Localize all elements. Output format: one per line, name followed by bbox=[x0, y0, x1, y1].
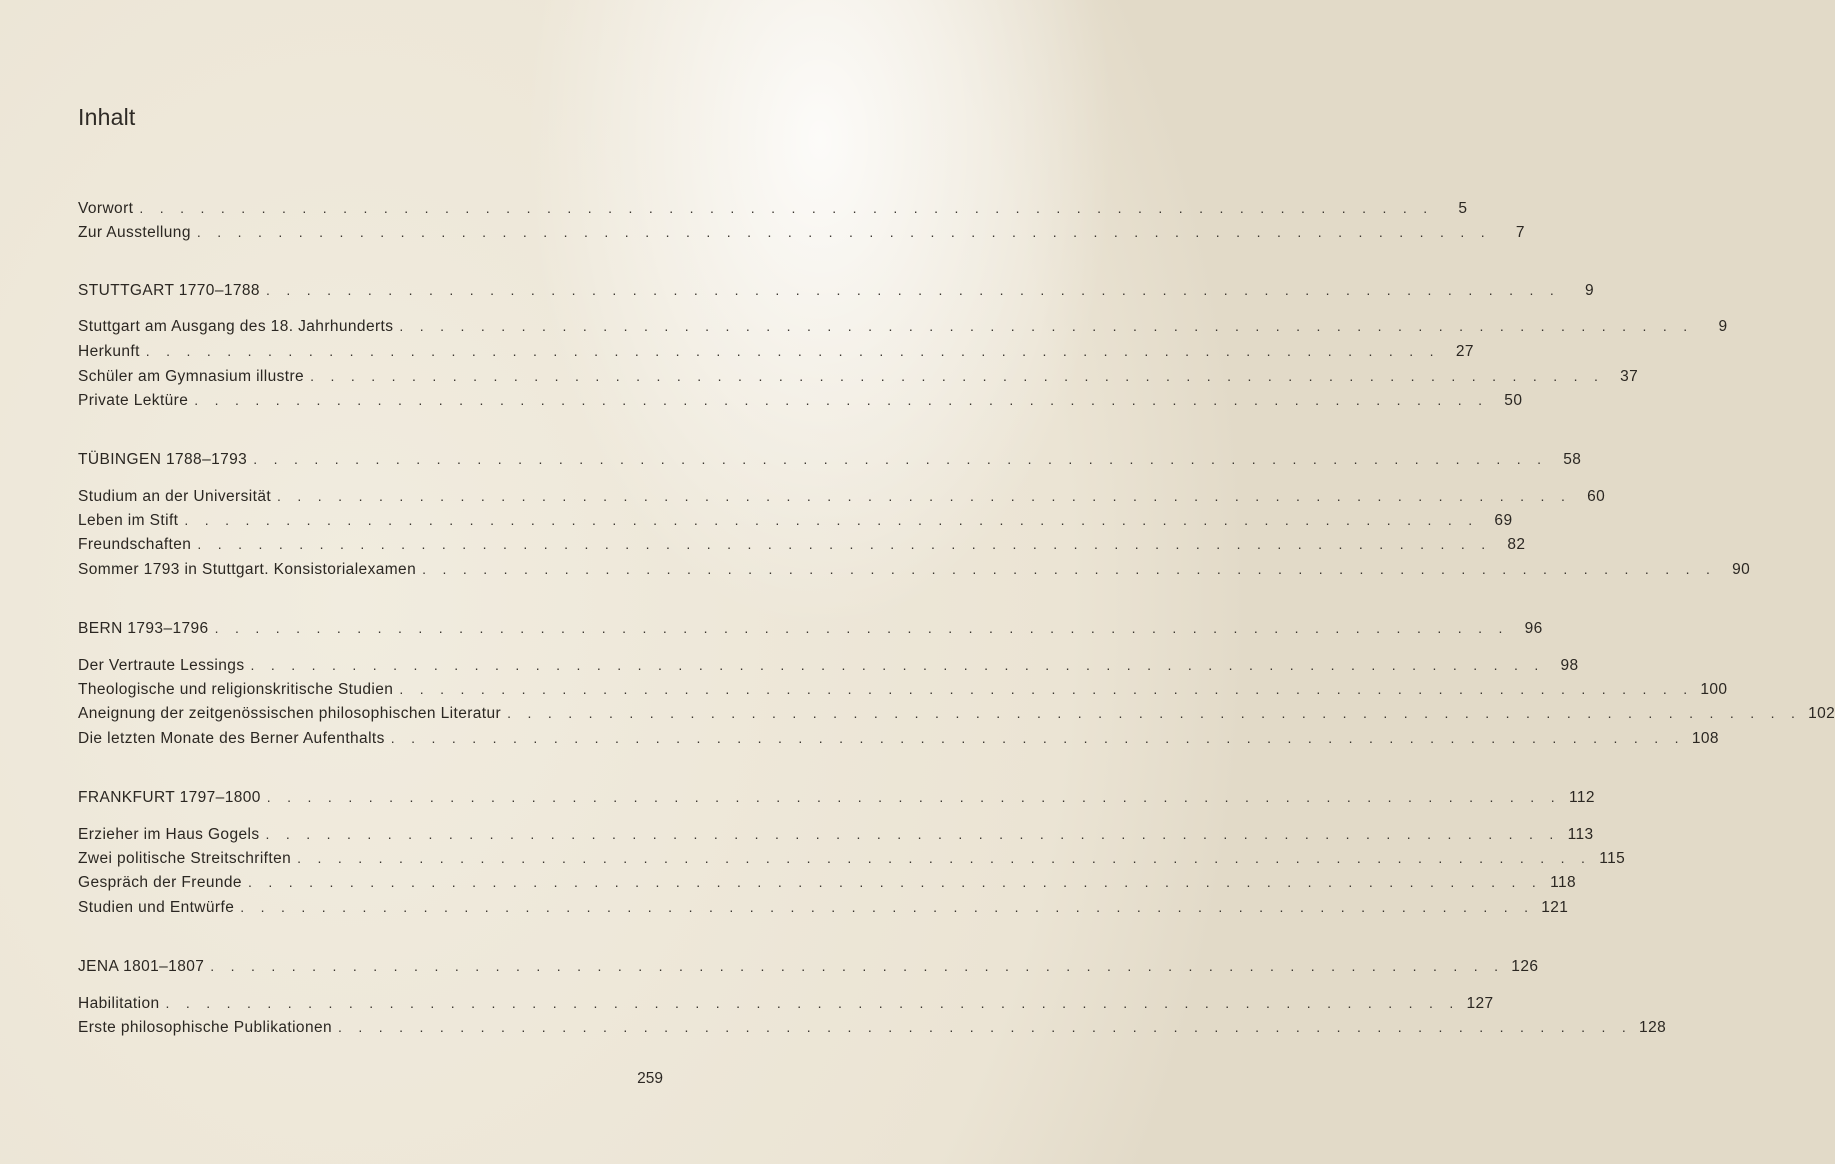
toc-section-frankfurt[interactable] bbox=[78, 787, 1595, 807]
dot-leader: . . . . . . . . . . . . . . . . . . . . . . . . . . . . . . . . . . . . . . . . . . . . . . . . . . . . . . . . . . . . . . . . bbox=[338, 1019, 1633, 1035]
toc-entry[interactable] bbox=[78, 993, 1494, 1013]
dot-leader: . . . . . . . . . . . . . . . . . . . . . . . . . . . . . . . . . . . . . . . . . . . . . . . . . . . . . . . . . . . . . . . . bbox=[399, 681, 1694, 697]
toc-entry-page: 58 bbox=[1563, 451, 1582, 468]
toc-entry-page: 7 bbox=[1515, 224, 1525, 241]
toc-entry[interactable] bbox=[78, 510, 1513, 530]
dot-leader: . . . . . . . . . . . . . . . . . . . . . . . . . . . . . . . . . . . . . . . . . . . . . . . . . . . . . . . . . . . . . . . . bbox=[139, 200, 1434, 216]
toc-entry-label: Leben im Stift bbox=[78, 512, 179, 529]
toc-entry-label: Studium an der Universität bbox=[78, 488, 272, 505]
dot-leader: . . . . . . . . . . . . . . . . . . . . . . . . . . . . . . . . . . . . . . . . . . . . . . . . . . . . . . . . . . . . . . . . bbox=[165, 995, 1460, 1011]
toc-entry-page: 60 bbox=[1587, 488, 1606, 505]
dot-leader: . . . . . . . . . . . . . . . . . . . . . . . . . . . . . . . . . . . . . . . . . . . . . . . . . . . . . . . . . . . . . . . . bbox=[266, 789, 1561, 805]
dot-leader: . . . . . . . . . . . . . . . . . . . . . . . . . . . . . . . . . . . . . . . . . . . . . . . . . . . . . . . . . . . . . . . . bbox=[265, 282, 1561, 298]
toc-entry-zur-ausstellung[interactable] bbox=[78, 222, 1525, 242]
toc-entry-vorwort[interactable] bbox=[78, 198, 1468, 218]
dot-leader: . . . . . . . . . . . . . . . . . . . . . . . . . . . . . . . . . . . . . . . . . . . . . . . . . . . . . . . . . . . . . . . . bbox=[145, 343, 1440, 359]
dot-leader: . . . . . . . . . . . . . . . . . . . . . . . . . . . . . . . . . . . . . . . . . . . . . . . . . . . . . . . . . . . . . . . . bbox=[247, 874, 1543, 890]
toc-entry-label: Theologische und religionskritische Studien bbox=[78, 681, 394, 698]
toc-entry[interactable] bbox=[78, 824, 1594, 844]
toc-entry-label: Studien und Entwürfe bbox=[78, 899, 235, 916]
dot-leader: . . . . . . . . . . . . . . . . . . . . . . . . . . . . . . . . . . . . . . . . . . . . . . . . . . . . . . . . . . . . . . . . bbox=[310, 368, 1605, 384]
toc-entry-label: Stuttgart am Ausgang des 18. Jahrhunderts bbox=[78, 318, 394, 335]
toc-entry-label: Die letzten Monate des Berner Aufenthalts bbox=[78, 730, 385, 747]
toc-entry-label: Herkunft bbox=[78, 343, 140, 360]
toc-section-stuttgart[interactable] bbox=[78, 280, 1595, 300]
toc-entry-page: 98 bbox=[1560, 657, 1579, 674]
dot-leader: . . . . . . . . . . . . . . . . . . . . . . . . . . . . . . . . . . . . . . . . . . . . . . . . . . . . . . . . . . . . . . . . bbox=[253, 451, 1548, 467]
toc-entry-page: 121 bbox=[1541, 899, 1569, 916]
dot-leader: . . . . . . . . . . . . . . . . . . . . . . . . . . . . . . . . . . . . . . . . . . . . . . . . . . . . . . . . . . . . . . . . bbox=[422, 561, 1717, 577]
toc-entry-page: 27 bbox=[1455, 343, 1474, 360]
dot-leader: . . . . . . . . . . . . . . . . . . . . . . . . . . . . . . . . . . . . . . . . . . . . . . . . . . . . . . . . . . . . . . . . bbox=[197, 536, 1492, 552]
toc-entry[interactable] bbox=[78, 897, 1569, 917]
toc-section-jena[interactable] bbox=[78, 956, 1539, 976]
dot-leader: . . . . . . . . . . . . . . . . . . . . . . . . . . . . . . . . . . . . . . . . . . . . . . . . . . . . . . . . . . . . . . . . bbox=[265, 826, 1560, 842]
toc-section-label: FRANKFURT 1797–1800 bbox=[78, 789, 261, 806]
toc-entry[interactable] bbox=[78, 341, 1474, 361]
toc-entry-page: 118 bbox=[1550, 874, 1577, 891]
toc-entry-page: 128 bbox=[1639, 1019, 1667, 1036]
toc-entry-page: 115 bbox=[1599, 850, 1626, 867]
toc-section-tuebingen[interactable] bbox=[78, 449, 1582, 469]
toc-entry-page: 50 bbox=[1504, 392, 1523, 409]
dot-leader: . . . . . . . . . . . . . . . . . . . . . . . . . . . . . . . . . . . . . . . . . . . . . . . . . . . . . . . . . . . . . . . . bbox=[184, 512, 1479, 528]
toc-section-label: STUTTGART 1770–1788 bbox=[78, 282, 260, 299]
dot-leader: . . . . . . . . . . . . . . . . . . . . . . . . . . . . . . . . . . . . . . . . . . . . . . . . . . . . . . . . . . . . . . . . bbox=[214, 620, 1509, 636]
toc-entry[interactable] bbox=[78, 703, 1835, 723]
dot-leader: . . . . . . . . . . . . . . . . . . . . . . . . . . . . . . . . . . . . . . . . . . . . . . . . . . . . . . . . . . . . . . . . bbox=[250, 657, 1545, 673]
dot-leader: . . . . . . . . . . . . . . . . . . . . . . . . . . . . . . . . . . . . . . . . . . . . . . . . . . . . . . . . . . . . . . . . bbox=[507, 705, 1802, 721]
toc-entry-label: Der Vertraute Lessings bbox=[78, 657, 245, 674]
toc-entry-page: 82 bbox=[1507, 536, 1526, 553]
toc-entry-page: 112 bbox=[1568, 789, 1595, 806]
toc-entry[interactable] bbox=[78, 486, 1606, 506]
toc-entry-page: 113 bbox=[1567, 826, 1594, 843]
page-number: 259 bbox=[637, 1070, 663, 1087]
toc-entry[interactable] bbox=[78, 679, 1728, 699]
page-title: Inhalt bbox=[78, 104, 136, 130]
toc-entry[interactable] bbox=[78, 534, 1526, 554]
dot-leader: . . . . . . . . . . . . . . . . . . . . . . . . . . . . . . . . . . . . . . . . . . . . . . . . . . . . . . . . . . . . . . . . bbox=[240, 899, 1535, 915]
toc-entry-page: 9 bbox=[1718, 318, 1728, 335]
toc-entry-page: 126 bbox=[1511, 958, 1539, 975]
toc-section-label: JENA 1801–1807 bbox=[78, 958, 205, 975]
toc-entry[interactable] bbox=[78, 559, 1751, 579]
toc-section-bern[interactable] bbox=[78, 618, 1543, 638]
toc-entry-label: Zwei politische Streitschriften bbox=[78, 850, 292, 867]
toc-entry-page: 9 bbox=[1585, 282, 1595, 299]
toc-entry[interactable] bbox=[78, 728, 1719, 748]
toc-entry[interactable] bbox=[78, 1017, 1667, 1037]
dot-leader: . . . . . . . . . . . . . . . . . . . . . . . . . . . . . . . . . . . . . . . . . . . . . . . . . . . . . . . . . . . . . . . . bbox=[297, 850, 1592, 866]
dot-leader: . . . . . . . . . . . . . . . . . . . . . . . . . . . . . . . . . . . . . . . . . . . . . . . . . . . . . . . . . . . . . . . . bbox=[196, 224, 1491, 240]
toc-entry-page: 100 bbox=[1700, 681, 1728, 698]
toc-entry-page: 37 bbox=[1620, 368, 1639, 385]
toc-entry[interactable] bbox=[78, 848, 1626, 868]
dot-leader: . . . . . . . . . . . . . . . . . . . . . . . . . . . . . . . . . . . . . . . . . . . . . . . . . . . . . . . . . . . . . . . . bbox=[194, 392, 1489, 408]
toc-entry-page: 102 bbox=[1808, 705, 1835, 722]
toc-entry-label: Schüler am Gymnasium illustre bbox=[78, 368, 305, 385]
toc-entry-label: Aneignung der zeitgenössischen philosophischen Literatur bbox=[78, 705, 502, 722]
toc-entry-label: Vorwort bbox=[78, 200, 134, 217]
toc-entry-page: 5 bbox=[1458, 200, 1468, 217]
toc-section-label: TÜBINGEN 1788–1793 bbox=[78, 451, 248, 468]
toc-entry[interactable] bbox=[78, 872, 1577, 892]
toc-entry-page: 69 bbox=[1494, 512, 1513, 529]
toc-entry[interactable] bbox=[78, 655, 1579, 675]
toc-entry-label: Sommer 1793 in Stuttgart. Konsistorialexamen bbox=[78, 561, 417, 578]
toc-entry-label: Zur Ausstellung bbox=[78, 224, 191, 241]
toc-entry[interactable] bbox=[78, 316, 1728, 336]
toc-entry-page: 90 bbox=[1732, 561, 1751, 578]
toc-entry-page: 108 bbox=[1691, 730, 1719, 747]
toc-entry-label: Habilitation bbox=[78, 995, 160, 1012]
toc-entry-page: 127 bbox=[1466, 995, 1494, 1012]
dot-leader: . . . . . . . . . . . . . . . . . . . . . . . . . . . . . . . . . . . . . . . . . . . . . . . . . . . . . . . . . . . . . . . . bbox=[399, 318, 1694, 334]
toc-entry[interactable] bbox=[78, 390, 1523, 410]
dot-leader: . . . . . . . . . . . . . . . . . . . . . . . . . . . . . . . . . . . . . . . . . . . . . . . . . . . . . . . . . . . . . . . . bbox=[277, 488, 1572, 504]
toc-entry-label: Freundschaften bbox=[78, 536, 192, 553]
toc-entry-label: Private Lektüre bbox=[78, 392, 189, 409]
dot-leader: . . . . . . . . . . . . . . . . . . . . . . . . . . . . . . . . . . . . . . . . . . . . . . . . . . . . . . . . . . . . . . . . bbox=[210, 958, 1505, 974]
toc-section-label: BERN 1793–1796 bbox=[78, 620, 209, 637]
toc-entry-page: 96 bbox=[1524, 620, 1543, 637]
toc-entry-label: Gespräch der Freunde bbox=[78, 874, 242, 891]
toc-entry-label: Erzieher im Haus Gogels bbox=[78, 826, 260, 843]
dot-leader: . . . . . . . . . . . . . . . . . . . . . . . . . . . . . . . . . . . . . . . . . . . . . . . . . . . . . . . . . . . . . . . . bbox=[390, 730, 1685, 746]
toc-entry-label: Erste philosophische Publikationen bbox=[78, 1019, 333, 1036]
toc-entry[interactable] bbox=[78, 366, 1639, 386]
